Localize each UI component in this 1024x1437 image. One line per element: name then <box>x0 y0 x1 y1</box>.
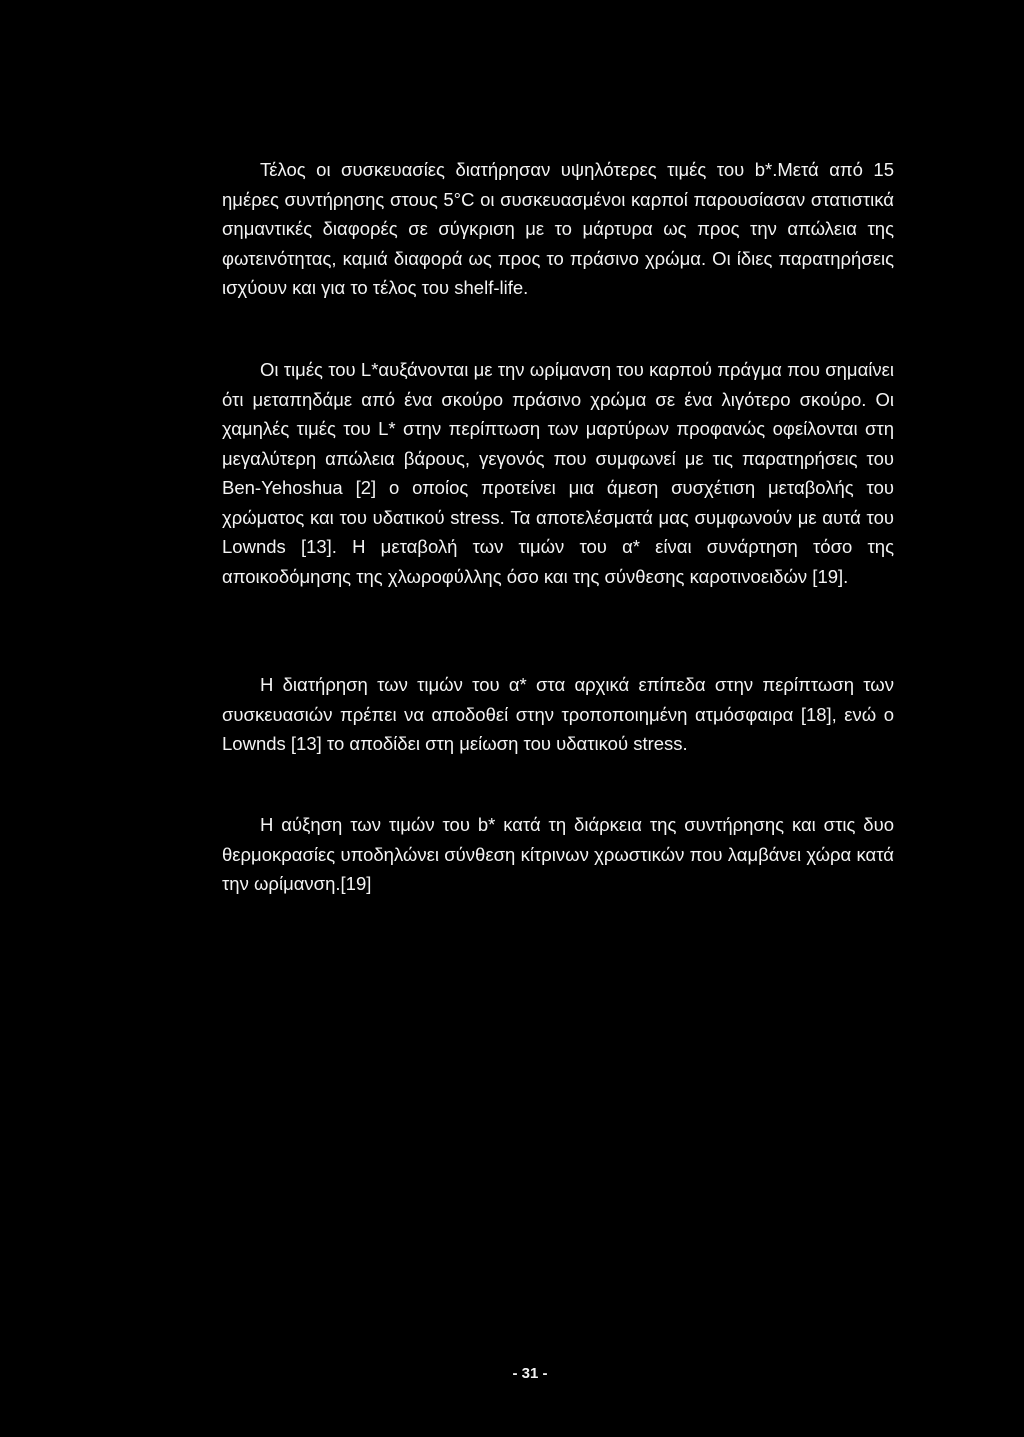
paragraph-3-block <box>222 670 894 759</box>
page-number: - 31 - <box>512 1365 548 1382</box>
paragraph-4: Η αύξηση των τιμών του b* κατά τη διάρκεια της συντήρησης και στις δυο θερμοκρασίες υποδηλώνει σύνθεση κίτρινων χρωστικών που λαμβάνει χώρα κατά την ωρίμανση.[19] <box>222 814 894 894</box>
paragraph-4-block <box>222 810 894 899</box>
paragraph-2-block <box>222 355 894 591</box>
paragraph-1: Τέλος οι συσκευασίες διατήρησαν υψηλότερες τιμές του b*.Μετά από 15 ημέρες συντήρησης στους 5°C οι συσκευασμένοι καρποί παρουσίασαν στατιστικά σημαντικές διαφορές σε σύγκριση με το μάρτυρα ως προς την απώλεια της φωτεινότητας, καμιά διαφορά ως προς το πράσινο χρώμα. Οι ίδιες παρατηρήσεις ισχύουν και για το τέλος του shelf-life. <box>222 159 894 298</box>
paragraph-2: Οι τιμές του L*αυξάνονται με την ωρίμανση του καρπού πράγμα που σημαίνει ότι μεταπηδάμε από ένα σκούρο πράσινο χρώμα σε ένα λιγότερο σκούρο. Οι χαμηλές τιμές του L* στην περίπτωση των μαρτύρων προφανώς οφείλονται στη μεγαλύτερη απώλεια βάρους, γεγονός που συμφωνεί με τις παρατηρήσεις του Ben-Yehoshua [2] ο οποίος προτείνει μια άμεση συσχέτιση μεταβολής του χρώματος και του υδατικού stress. Τα αποτελέσματά μας συμφωνούν με αυτά του Lownds [13]. Η μεταβολή των τιμών του α* είναι συνάρτηση τόσο της αποικοδόμησης της χλωροφύλλης όσο και της σύνθεσης καροτινοειδών [19]. <box>222 359 894 587</box>
paragraph-3: Η διατήρηση των τιμών του α* στα αρχικά επίπεδα στην περίπτωση των συσκευασιών πρέπει να αποδοθεί στην τροποποιημένη ατμόσφαιρα [18], ενώ ο Lownds [13] το αποδίδει στη μείωση του υδατικού stress. <box>222 674 894 754</box>
paragraph-1-block <box>222 155 894 303</box>
